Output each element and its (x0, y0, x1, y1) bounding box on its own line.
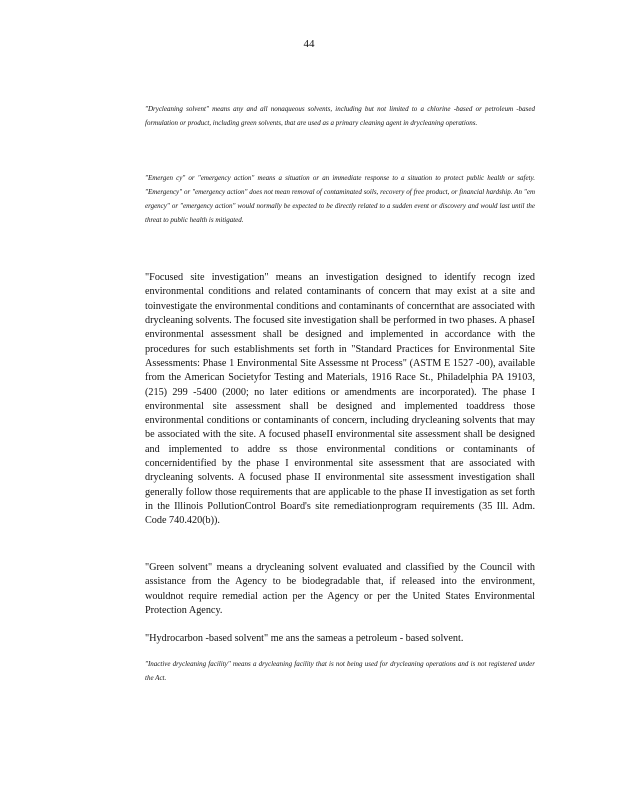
definition-green-solvent: "Green solvent" means a drycleaning solvent evaluated and classified by the Council with assistance from the Agency to be biodegradable that, if released into the environment, wouldnot require remedial action per the Agency or per the United States Environmental Protection Agency. (145, 562, 535, 617)
page-number: 44 (303, 38, 315, 50)
definition-focused-site-investigation: "Focused site investigation" means an investigation designed to identify recogn ized environmental conditions and related contaminants of concern that may exist at a site and toinvestigate the environmental conditions and contaminants of concernthat are associated with drycleaning solvents. The focused site investigation shall be performed in two phases. A phaseI environmental assessment shall be designed and implemented in accordance with the procedures for such establishments set forth in "Standard Practices for Environmental Site Assessments: Phase 1 Environmental Site Assessme nt Process" (ASTM E 1527 -00), available from the American Societyfor Testing and Materials, 1916 Race St., Philadelphia PA 19103, (215) 299 -5400 (2000; no later editions or amendments are incorporated). The phase I environmental site assessment shall be designed and implemented toaddress those environmental conditions or contaminants of concern, including drycleaning solvents that may be associated with the site. A focused phaseII environmental site assessment shall be designed and implemented to addre ss those environmental conditions or contaminants of concernidentified by the phase I environmental site assessment that are associated with drycleaning solvents. A focused phase II environmental site assessment investigation shall generally follow those requirements that are applicable to the phase II investigation as set forth in the Illinois PollutionControl Board's site remediationprogram requirements (35 Ill. Adm. Code 740.420(b)). (145, 272, 535, 527)
definition-hydrocarbon-based-solvent: "Hydrocarbon -based solvent" me ans the sameas a petroleum - based solvent. (145, 633, 464, 645)
definition-drycleaning-solvent: "Drycleaning solvent" means any and all nonaqueous solvents, including but not limited to a chlorine -based or petroleum -based formulation or product, including green solvents, that are used as a primary cleaning agent in drycleaning operations. (145, 105, 535, 127)
definition-inactive-drycleaning-facility: "Inactive drycleaning facility" means a drycleaning facility that is not being used for drycleaning operations and is not registered under the Act. (145, 660, 535, 682)
definition-emergency: "Emergen cy" or "emergency action" means a situation or an immediate response to a situation to protect public health or safety. "Emergency" or "emergency action" does not mean removal of contaminated soils, recovery of free product, or financial hardship. An "em ergency" or "emergency action" would normally be expected to be directly related to a sudden event or discovery and would last until the threat to public health is mitigated. (145, 174, 535, 224)
